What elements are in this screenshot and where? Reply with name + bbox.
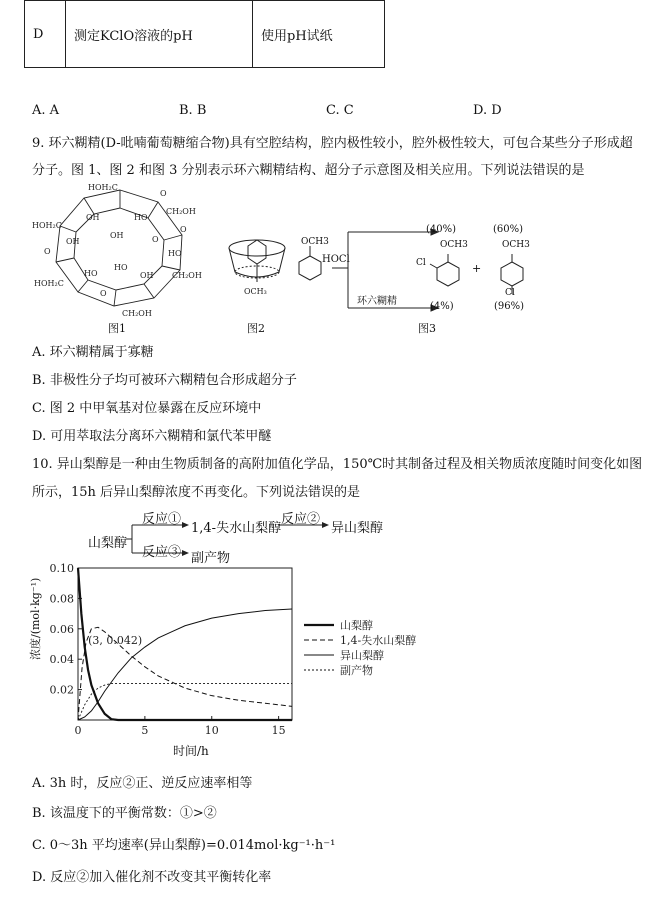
svg-text:OCH₃: OCH₃ xyxy=(244,287,267,296)
table-content: 测定KClO溶液的pH xyxy=(66,1,253,68)
svg-text:CH₂OH: CH₂OH xyxy=(166,207,196,216)
fig3-para-cl: Cl xyxy=(505,288,515,298)
x-tick-label: 0 xyxy=(74,724,82,737)
chart-annotation: (3, 0.042) xyxy=(88,634,143,648)
fig2-supramolecule xyxy=(222,236,292,306)
y-tick-label: 0.06 xyxy=(49,622,74,636)
svg-text:HO: HO xyxy=(134,213,148,222)
svg-text:OH: OH xyxy=(86,213,100,222)
svg-text:OH: OH xyxy=(66,237,80,246)
y-tick-label: 0.10 xyxy=(49,562,74,575)
scheme-start: 山梨醇 xyxy=(88,536,128,551)
series-line-2 xyxy=(78,609,292,720)
scheme-side-product: 副产物 xyxy=(191,551,231,566)
table-method: 使用pH试纸 xyxy=(253,1,385,68)
svg-text:CH₂OH: CH₂OH xyxy=(172,271,202,280)
fig1-caption: 图1 xyxy=(108,322,126,335)
fig3-reagent-hocl: HOCl xyxy=(322,254,350,265)
fig3-para-pct-bottom: (96%) xyxy=(494,301,525,312)
svg-text:HOH₂C: HOH₂C xyxy=(34,279,64,288)
fig3-plus: + xyxy=(472,262,482,275)
svg-text:HO: HO xyxy=(84,269,98,278)
svg-text:HO: HO xyxy=(114,263,128,272)
svg-text:OH: OH xyxy=(110,231,124,240)
q8-option-b: B. B xyxy=(179,103,207,118)
q9-stem-line2: 分子。图 1、图 2 和图 3 分别表示环六糊精结构、超分子示意图及相关应用。下列说法错误的是 xyxy=(32,163,585,178)
legend-label: 副产物 xyxy=(340,664,373,677)
chart-ylabel: 浓度/(mol·kg⁻¹) xyxy=(29,577,42,660)
fig3-para-pct-top: (60%) xyxy=(493,224,524,235)
svg-text:O: O xyxy=(100,289,107,298)
q9-option-c: C. 图 2 中甲氧基对位暴露在反应环境中 xyxy=(32,401,262,416)
table-letter: D xyxy=(25,1,66,68)
concentration-chart xyxy=(20,560,420,760)
x-tick-label: 5 xyxy=(141,724,149,737)
x-tick-label: 10 xyxy=(204,724,219,737)
y-tick-label: 0.08 xyxy=(49,592,74,606)
svg-text:O: O xyxy=(152,235,159,244)
svg-text:HOH₂C: HOH₂C xyxy=(88,183,118,192)
svg-text:O: O xyxy=(160,189,167,198)
legend-label: 异山梨醇 xyxy=(340,649,384,662)
q8-option-c: C. C xyxy=(326,103,354,118)
q10-stem-line1: 10. 异山梨醇是一种由生物质制备的高附加值化学品，150℃时其制备过程及相关物质浓度随时间变化如图 xyxy=(32,457,643,472)
legend-label: 山梨醇 xyxy=(340,619,373,632)
q10-option-c: C. 0～3h 平均速率(异山梨醇)=0.014mol·kg⁻¹·h⁻¹ xyxy=(32,838,336,853)
x-tick-label: 15 xyxy=(271,724,286,737)
svg-text:OH: OH xyxy=(140,271,154,280)
fig3-anisole-och3: OCH3 xyxy=(301,237,329,247)
series-line-3 xyxy=(78,684,292,720)
q10-option-a: A. 3h 时，反应②正、逆反应速率相等 xyxy=(32,776,253,791)
fig3-reagent-cyclodextrin: 环六糊精 xyxy=(357,296,397,307)
chart-xlabel: 时间/h xyxy=(173,744,209,758)
q10-stem-line2: 所示，15h 后异山梨醇浓度不再变化。下列说法错误的是 xyxy=(32,485,361,500)
fig3-caption: 图3 xyxy=(418,322,436,335)
legend-label: 1,4-失水山梨醇 xyxy=(340,634,417,647)
q9-stem-line1: 9. 环六糊精(D-吡喃葡萄糖缩合物)具有空腔结构，腔内极性较小，腔外极性较大，可包合某些分子形成超 xyxy=(32,136,633,151)
fig3-para-och3: OCH3 xyxy=(502,240,530,250)
fig3-ortho-pct-bottom: (4%) xyxy=(430,301,454,312)
q8-option-d: D. D xyxy=(473,103,502,118)
svg-text:O: O xyxy=(180,225,187,234)
q9-option-d: D. 可用萃取法分离环六糊精和氯代苯甲醚 xyxy=(32,429,272,444)
y-tick-label: 0.02 xyxy=(49,683,74,697)
q10-option-b: B. 该温度下的平衡常数：①>② xyxy=(32,806,217,821)
scheme-reaction3: 反应③ xyxy=(142,545,182,560)
y-tick-label: 0.04 xyxy=(49,653,74,667)
svg-text:HO: HO xyxy=(168,249,182,258)
fig3-ortho-och3: OCH3 xyxy=(440,240,468,250)
fig1-cyclodextrin-structure xyxy=(30,180,210,320)
q9-option-b: B. 非极性分子均可被环六糊精包合形成超分子 xyxy=(32,373,297,388)
fig3-ortho-pct-top: (40%) xyxy=(426,224,457,235)
scheme-product: 异山梨醇 xyxy=(331,521,384,536)
svg-text:CH₂OH: CH₂OH xyxy=(122,309,152,318)
q9-option-a: A. 环六糊精属于寡糖 xyxy=(32,345,154,360)
svg-text:HOH₂C: HOH₂C xyxy=(32,221,62,230)
fig2-caption: 图2 xyxy=(247,322,265,335)
q10-option-d: D. 反应②加入催化剂不改变其平衡转化率 xyxy=(32,870,272,885)
scheme-intermediate: 1,4-失水山梨醇 xyxy=(191,521,282,536)
svg-text:O: O xyxy=(44,247,51,256)
scheme-reaction2: 反应② xyxy=(281,512,321,527)
fig3-ortho-cl: Cl xyxy=(416,258,426,268)
scheme-reaction1: 反应① xyxy=(142,512,182,527)
q8-option-a: A. A xyxy=(32,103,60,118)
option-table xyxy=(24,0,385,68)
